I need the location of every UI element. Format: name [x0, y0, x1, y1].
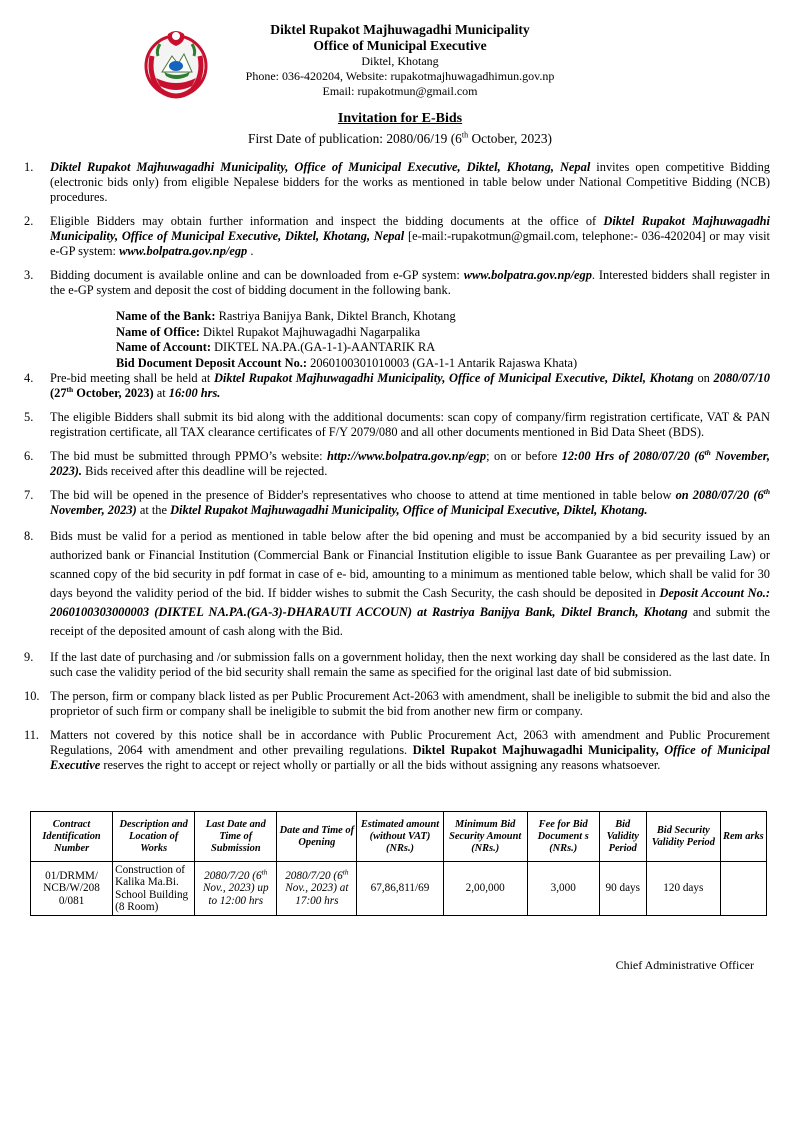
office-name: Office of Municipal Executive [313, 38, 487, 53]
list-item: 7. The bid will be opened in the presence of Bidder's representatives who choose to attend at time mentioned in table below on 2080/07/20 (6th November, 2023) at the Diktel Rupakot Majhuwagadhi Municipality, Office of Municipal Executive, Diktel, Khotang. [24, 486, 770, 517]
bank-details: Name of the Bank: Rastriya Banijya Bank, Diktel Branch, Khotang Name of Office: Diktel Rupakot Majhuwagadhi Nagarpalika Name of Account: DIKTEL NA.PA.(GA-1-1)-AANTARIK RA Bid Document Deposit Account No.: 2060100301010003 (GA-1-1 Antarik Rajaswa Khata) [116, 309, 578, 370]
office-address: Diktel, Khotang [361, 54, 439, 68]
opening-cell: 2080/7/20 (6th Nov., 2023) at 17:00 hrs [277, 862, 357, 916]
estimated-amount-cell: 67,86,811/69 [357, 862, 443, 916]
list-item: 4. Pre-bid meeting shall be held at Diktel Rupakot Majhuwagadhi Municipality, Office of Municipal Executive, Diktel, Khotang on 2080/07/10 (27th October, 2023) at 16:00 hrs. [24, 371, 770, 400]
contact-line: Phone: 036-420204, Website: rupakotmajhuwagadhimun.gov.np [245, 69, 555, 83]
list-item: 6. The bid must be submitted through PPMO’s website: http://www.bolpatra.gov.np/egp; on or before 12:00 Hrs of 2080/07/20 (6th November, 2023). Bids received after this deadline will be rejected. [24, 447, 770, 478]
list-item: 2. Eligible Bidders may obtain further information and inspect the bidding documents at the office of Diktel Rupakot Majhuwagadhi Municipality, Office of Municipal Executive, Diktel, Khotang, Nepal [e-mail:-rupakotmun@gmail.com, telephone:- 036-420204] or may visit e-GP system: www.bolpatra.gov.np/egp . [24, 214, 770, 258]
column-header: Estimated amount (without VAT) (NRs.) [357, 812, 443, 862]
column-header: Bid Security Validity Period [646, 812, 720, 862]
list-item: 10. The person, firm or company black listed as per Public Procurement Act-2063 with amendment, shall be ineligible to submit the bid and also the proprietor of such firm or company shall be ineligible to submit the bid from another new firm or company. [24, 689, 770, 718]
notice-items [24, 160, 770, 782]
bid-security-cell: 2,00,000 [443, 862, 527, 916]
column-header: Contract Identification Number [31, 812, 113, 862]
signature-title: Chief Administrative Officer [615, 958, 754, 972]
letterhead [220, 22, 580, 99]
contract-id-cell: 01/DRMM/ NCB/W/208 0/081 [31, 862, 113, 916]
column-header: Bid Validity Period [599, 812, 646, 862]
fee-cell: 3,000 [527, 862, 599, 916]
column-header: Minimum Bid Security Amount (NRs.) [443, 812, 527, 862]
security-validity-cell: 120 days [646, 862, 720, 916]
nepal-emblem-icon [138, 26, 214, 102]
municipality-name: Diktel Rupakot Majhuwagadhi Municipality [270, 22, 530, 37]
list-item: 11. Matters not covered by this notice shall be in accordance with Public Procurement Act, 2063 with amendment and Public Procurement Regulations, 2064 with amendment and other prevailing regulations. Diktel Rupakot Majhuwagadhi Municipality, Office of Municipal Executive reserves the right to accept or reject wholly or partially or all the bids without assigning any reasons whatsoever. [24, 728, 770, 772]
table-row [31, 862, 767, 916]
column-header: Rem arks [720, 812, 766, 862]
notice-title: Invitation for E-Bids [337, 111, 463, 126]
column-header: Last Date and Time of Submission [195, 812, 277, 862]
description-cell: Construction of Kalika Ma.Bi. School Building (8 Room) [113, 862, 195, 916]
email-line: Email: rupakotmun@gmail.com [322, 84, 478, 98]
column-header: Date and Time of Opening [277, 812, 357, 862]
list-item: 9. If the last date of purchasing and /or submission falls on a government holiday, then the next working day shall be considered as the last date. In such case the validity period of the bid security shall remain the same as specified for the original last date of bid submission. [24, 650, 770, 679]
column-header: Description and Location of Works [113, 812, 195, 862]
list-item: 3. Bidding document is available online and can be downloaded from e-GP system: www.bolpatra.gov.np/egp. Interested bidders shall register in the e-GP system and deposit the cost of bidding document in the following bank. Name of the Bank: Rastriya Banijya Bank, Diktel Branch, Khotang Name of Office: Diktel Rupakot Majhuwagadhi Nagarpalika Name of Account: DIKTEL NA.PA.(GA-1-1)-AANTARIK RA Bid Document Deposit Account No.: 2060100301010003 (GA-1-1 Antarik Rajaswa Khata) [24, 268, 770, 370]
validity-cell: 90 days [599, 862, 646, 916]
publication-date: First Date of publication: 2080/06/19 (6th October, 2023) [248, 130, 552, 146]
table-header-row [31, 812, 767, 862]
bid-table [30, 811, 767, 916]
list-item: 8. Bids must be valid for a period as mentioned in table below after the bid opening and must be accompanied by a bid security issued by an authorized bank or Financial Institution (Commercial Bank or Financial Institution eligible to issue Bank Guarantee as per prevailing Law) or scanned copy of the bid security in pdf format in case of e- bid, amounting to a minimum as mentioned table below, which shall be valid for 30 days beyond the validity period of the bid. If bidder wishes to submit the Cash Security, the cash should be deposited in Deposit Account No.: 2060100303000003 (DIKTEL NA.PA.(GA-3)-DHARAUTI ACCOUN) at Rastriya Banijya Bank, Diktel Branch, Khotang and submit the receipt of the deposited amount of cash along with the Bid. [24, 529, 771, 638]
column-header: Fee for Bid Document s (NRs.) [527, 812, 599, 862]
submission-cell: 2080/7/20 (6th Nov., 2023) up to 12:00 hrs [195, 862, 277, 916]
list-item: 1. Diktel Rupakot Majhuwagadhi Municipality, Office of Municipal Executive, Diktel, Khotang, Nepal invites open competitive Bidding (electronic bids only) from eligible Nepalese bidders for the works as mentioned in table below under National Competitive Bidding (NCB) procedures. [24, 160, 770, 204]
list-item: 5. The eligible Bidders shall submit its bid along with the additional documents: scan copy of company/firm registration certificate, VAT & PAN registration certificate, all TAX clearance certificates of F/Y 2079/080 and all other documents mentioned in Bid Data Sheet (BDS). [24, 410, 770, 439]
remarks-cell [720, 862, 766, 916]
